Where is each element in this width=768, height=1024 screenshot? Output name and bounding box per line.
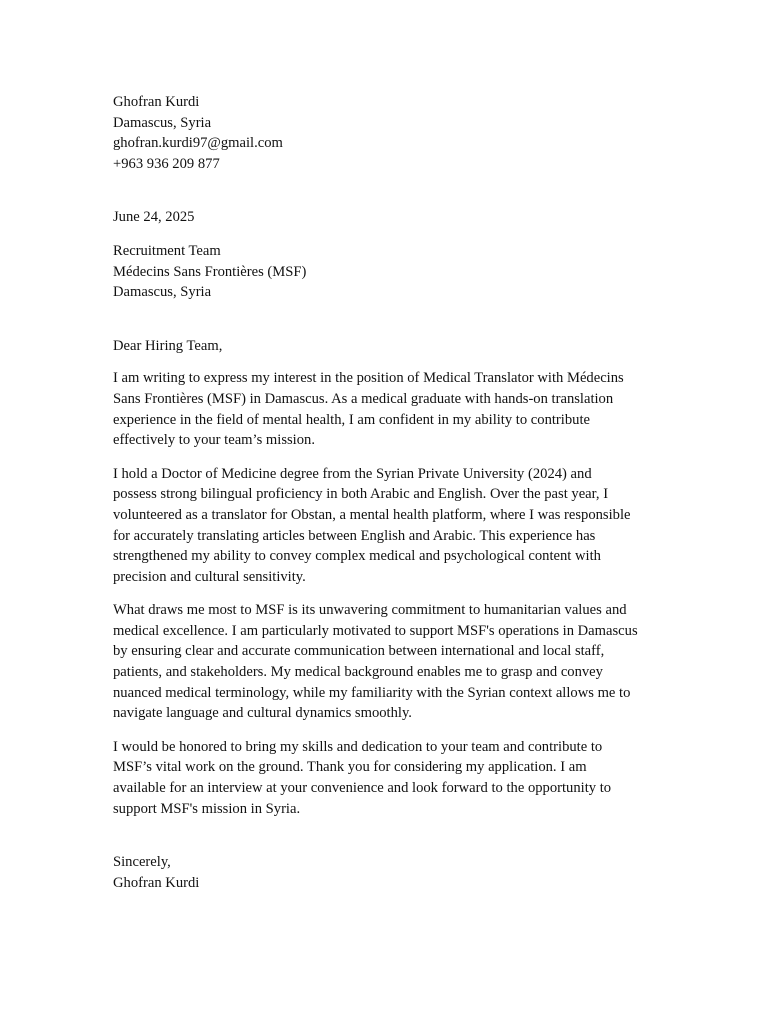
paragraph-line: volunteered as a translator for Obstan, a mental health platform, where I was responsible xyxy=(113,506,631,523)
sender-email: ghofran.kurdi97@gmail.com xyxy=(113,135,283,152)
paragraph-line: What draws me most to MSF is its unwavering commitment to humanitarian values and xyxy=(113,602,627,619)
paragraph-line: I would be honored to bring my skills and dedication to your team and contribute to xyxy=(113,738,603,755)
cover-letter-page xyxy=(113,92,661,893)
sender-location: Damascus, Syria xyxy=(113,114,212,131)
salutation xyxy=(113,336,661,357)
salutation-text: Dear Hiring Team, xyxy=(113,337,223,354)
valediction: Sincerely, xyxy=(113,854,171,871)
paragraph-line: available for an interview at your convenience and look forward to the opportunity to xyxy=(113,780,612,797)
paragraph-line: I am writing to express my interest in the position of Medical Translator with Médecins xyxy=(113,370,624,387)
paragraph-line: experience in the field of mental health, I am confident in my ability to contribute xyxy=(113,411,590,428)
date-text: June 24, 2025 xyxy=(113,209,195,226)
recipient-block xyxy=(113,241,661,303)
recipient-location: Damascus, Syria xyxy=(113,284,212,301)
paragraph-line: Sans Frontières (MSF) in Damascus. As a medical graduate with hands-on translation xyxy=(113,390,614,407)
sender-name: Ghofran Kurdi xyxy=(113,94,200,110)
paragraph-2 xyxy=(113,464,661,588)
paragraph-line: strengthened my ability to convey complex medical and psychological content with xyxy=(113,548,601,565)
paragraph-line: nuanced medical terminology, while my familiarity with the Syrian context allows me to xyxy=(113,684,631,701)
paragraph-line: medical excellence. I am particularly motivated to support MSF's operations in Damascus xyxy=(113,622,638,639)
paragraph-1 xyxy=(113,368,661,450)
sender-block xyxy=(113,92,661,174)
paragraph-4 xyxy=(113,737,661,819)
paragraph-line: patients, and stakeholders. My medical background enables me to grasp and convey xyxy=(113,664,603,681)
paragraph-line: navigate language and cultural dynamics smoothly. xyxy=(113,705,412,722)
signature-name: Ghofran Kurdi xyxy=(113,874,200,891)
recipient-team: Recruitment Team xyxy=(113,242,221,259)
paragraph-line: by ensuring clear and accurate communication between international and local staff, xyxy=(113,643,605,660)
letter-date xyxy=(113,207,661,228)
paragraph-line: possess strong bilingual proficiency in both Arabic and English. Over the past year, I xyxy=(113,486,609,503)
paragraph-line: for accurately translating articles between English and Arabic. This experience has xyxy=(113,527,596,544)
sender-phone: +963 936 209 877 xyxy=(113,155,220,172)
paragraph-line: precision and cultural sensitivity. xyxy=(113,568,306,585)
paragraph-line: MSF’s vital work on the ground. Thank you for considering my application. I am xyxy=(113,759,587,776)
closing-block xyxy=(113,852,661,893)
paragraph-line: support MSF's mission in Syria. xyxy=(113,800,301,817)
recipient-organization: Médecins Sans Frontières (MSF) xyxy=(113,263,307,280)
paragraph-line: I hold a Doctor of Medicine degree from the Syrian Private University (2024) and xyxy=(113,465,592,482)
paragraph-line: effectively to your team’s mission. xyxy=(113,432,315,449)
paragraph-3 xyxy=(113,600,661,724)
